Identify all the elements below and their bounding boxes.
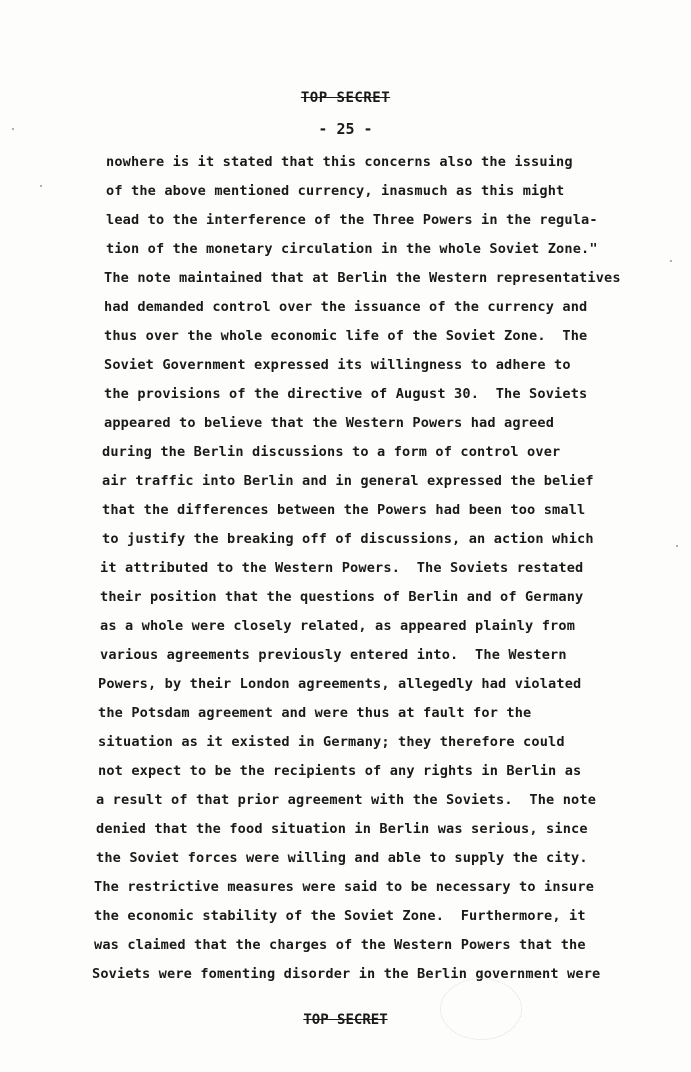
- text-line: their position that the questions of Berlin and of Germany: [100, 589, 584, 605]
- text-line: a result of that prior agreement with the Soviets. The note: [96, 792, 597, 808]
- text-line: thus over the whole economic life of the Soviet Zone. The: [104, 328, 588, 344]
- text-line: had demanded control over the issuance of the currency and: [104, 299, 588, 315]
- text-line: nowhere is it stated that this concerns also the issuing: [106, 154, 573, 170]
- text-line: the economic stability of the Soviet Zone. Furthermore, it: [94, 908, 586, 924]
- text-line: various agreements previously entered into. The Western: [100, 647, 567, 663]
- text-line: situation as it existed in Germany; they therefore could: [98, 734, 565, 750]
- text-line: that the differences between the Powers had been too small: [102, 502, 586, 518]
- paper-speck: [670, 260, 672, 262]
- paper-speck: [12, 128, 14, 130]
- text-line: the Soviet forces were willing and able to supply the city.: [96, 850, 588, 866]
- text-line: The restrictive measures were said to be necessary to insure: [94, 879, 595, 895]
- text-line: during the Berlin discussions to a form of control over: [102, 444, 561, 460]
- text-line: as a whole were closely related, as appeared plainly from: [100, 618, 576, 634]
- text-line: the Potsdam agreement and were thus at fault for the: [98, 705, 532, 721]
- text-line: Soviets were fomenting disorder in the Berlin government were: [92, 966, 601, 982]
- text-line: was claimed that the charges of the Western Powers that the: [94, 937, 586, 953]
- text-line: air traffic into Berlin and in general expressed the belief: [102, 473, 594, 489]
- paper-speck: [40, 185, 42, 187]
- text-line: of the above mentioned currency, inasmuch as this might: [106, 183, 565, 199]
- text-line: it attributed to the Western Powers. The Soviets restated: [100, 560, 584, 576]
- text-line: denied that the food situation in Berlin was serious, since: [96, 821, 588, 837]
- text-line: not expect to be the recipients of any rights in Berlin as: [98, 763, 582, 779]
- text-line: appeared to believe that the Western Powers had agreed: [104, 415, 555, 431]
- text-line: lead to the interference of the Three Powers in the regula-: [106, 212, 598, 228]
- paper-speck: [676, 545, 678, 547]
- text-line: the provisions of the directive of August 30. The Soviets: [104, 386, 588, 402]
- header-classification-marking: TOP SECRET: [300, 90, 391, 106]
- footer-classification-marking: TOP SECRET: [303, 1012, 388, 1028]
- text-line: tion of the monetary circulation in the whole Soviet Zone.": [106, 241, 598, 257]
- text-line: to justify the breaking off of discussions, an action which: [102, 531, 594, 547]
- text-line: The note maintained that at Berlin the Western representatives: [104, 270, 621, 286]
- text-line: Powers, by their London agreements, allegedly had violated: [98, 676, 582, 692]
- faint-stamp-mark: [440, 978, 522, 1040]
- page-number: - 25 -: [318, 120, 373, 138]
- text-line: Soviet Government expressed its willingness to adhere to: [104, 357, 571, 373]
